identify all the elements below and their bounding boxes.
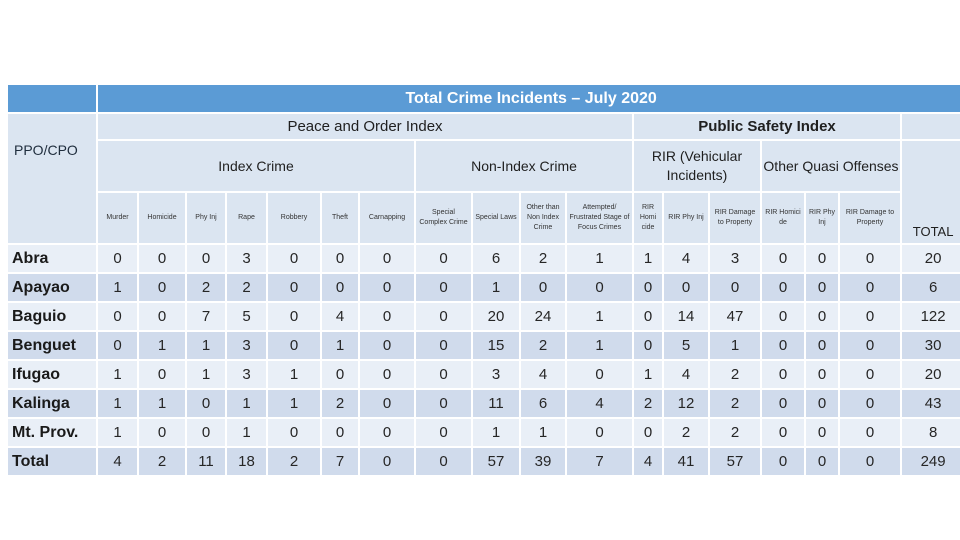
table-cell: 6	[521, 390, 565, 417]
row-label: Total	[8, 448, 96, 475]
table-cell: 0	[360, 245, 414, 272]
table-cell: 57	[710, 448, 760, 475]
table-cell: 0	[268, 332, 320, 359]
table-cell: 0	[187, 245, 225, 272]
table-cell: 5	[664, 332, 708, 359]
crime-incidents-table	[6, 83, 960, 477]
sub-header-quasi-damage-property: RIR Damage to Property	[840, 193, 900, 243]
table-cell: 3	[227, 361, 266, 388]
table-cell: 0	[806, 448, 838, 475]
table-cell: 0	[360, 274, 414, 301]
row-total-cell: 122	[902, 303, 960, 330]
table-cell: 0	[634, 274, 662, 301]
table-cell: 0	[360, 332, 414, 359]
table-cell: 1	[227, 390, 266, 417]
table-cell: 1	[710, 332, 760, 359]
table-cell: 0	[840, 303, 900, 330]
table-cell: 12	[664, 390, 708, 417]
sub-header-rir-homicide: RIR Homi cide	[634, 193, 662, 243]
row-total-cell: 6	[902, 274, 960, 301]
table-cell: 2	[710, 361, 760, 388]
row-label: Kalinga	[8, 390, 96, 417]
table-cell: 0	[139, 419, 185, 446]
table-cell: 0	[360, 419, 414, 446]
other-quasi-header: Other Quasi Offenses	[762, 141, 900, 191]
row-total-cell: 20	[902, 245, 960, 272]
row-label: Ifugao	[8, 361, 96, 388]
table-cell: 39	[521, 448, 565, 475]
table-cell: 0	[139, 274, 185, 301]
table-cell: 2	[521, 332, 565, 359]
row-total-cell: 43	[902, 390, 960, 417]
table-cell: 0	[840, 332, 900, 359]
table-cell: 2	[710, 419, 760, 446]
table-cell: 0	[416, 419, 471, 446]
table-cell: 41	[664, 448, 708, 475]
table-cell: 0	[322, 274, 358, 301]
row-label: Mt. Prov.	[8, 419, 96, 446]
table-cell: 7	[187, 303, 225, 330]
table-cell: 5	[227, 303, 266, 330]
table-row	[8, 332, 960, 359]
table-cell: 4	[664, 245, 708, 272]
table-cell: 47	[710, 303, 760, 330]
table-cell: 0	[322, 419, 358, 446]
table-cell: 3	[227, 332, 266, 359]
table-cell: 0	[840, 419, 900, 446]
table-cell: 1	[634, 245, 662, 272]
table-cell: 1	[268, 361, 320, 388]
table-cell: 0	[806, 303, 838, 330]
table-cell: 0	[360, 448, 414, 475]
table-cell: 0	[139, 361, 185, 388]
sub-header-carnapping: Carnapping	[360, 193, 414, 243]
table-cell: 0	[840, 245, 900, 272]
table-cell: 0	[268, 245, 320, 272]
table-cell: 0	[762, 390, 804, 417]
sub-header-quasi-homicide: RIR Homici de	[762, 193, 804, 243]
table-cell: 0	[567, 419, 632, 446]
row-total-cell: 249	[902, 448, 960, 475]
table-cell: 4	[634, 448, 662, 475]
row-label: Apayao	[8, 274, 96, 301]
table-cell: 2	[634, 390, 662, 417]
table-cell: 6	[473, 245, 519, 272]
table-cell: 15	[473, 332, 519, 359]
table-cell: 1	[634, 361, 662, 388]
table-cell: 0	[322, 361, 358, 388]
table-cell: 0	[762, 419, 804, 446]
row-label: Abra	[8, 245, 96, 272]
table-cell: 0	[762, 303, 804, 330]
table-cell: 0	[416, 303, 471, 330]
table-cell: 1	[268, 390, 320, 417]
table-cell: 0	[567, 361, 632, 388]
rir-vehicular-header: RIR (Vehicular Incidents)	[634, 141, 760, 191]
table-cell: 11	[187, 448, 225, 475]
table-cell: 1	[139, 390, 185, 417]
sub-header-homicide: Homicide	[139, 193, 185, 243]
table-cell: 0	[664, 274, 708, 301]
table-cell: 1	[521, 419, 565, 446]
data-rows	[8, 245, 960, 475]
table-cell: 0	[322, 245, 358, 272]
table-cell: 0	[762, 361, 804, 388]
table-cell: 20	[473, 303, 519, 330]
table-cell: 3	[473, 361, 519, 388]
table-cell: 0	[634, 303, 662, 330]
ppo-cpo-header	[8, 114, 96, 243]
table-cell: 0	[840, 390, 900, 417]
table-cell: 0	[762, 245, 804, 272]
table-cell: 0	[416, 245, 471, 272]
table-cell: 18	[227, 448, 266, 475]
table-cell: 0	[416, 361, 471, 388]
table-cell: 4	[98, 448, 137, 475]
table-cell: 0	[806, 419, 838, 446]
sub-header-phy-inj: Phy Inj	[187, 193, 225, 243]
table-cell: 1	[227, 419, 266, 446]
table-cell: 0	[98, 332, 137, 359]
table-cell: 1	[139, 332, 185, 359]
table-cell: 2	[664, 419, 708, 446]
table-title: Total Crime Incidents – July 2020	[98, 85, 960, 112]
sub-header-attempted-frustrated: Attempted/ Frustrated Stage of Focus Crimes	[567, 193, 632, 243]
table-cell: 0	[634, 419, 662, 446]
table-row	[8, 245, 960, 272]
table-cell: 0	[710, 274, 760, 301]
table-cell: 0	[416, 274, 471, 301]
table-cell: 1	[98, 419, 137, 446]
table-cell: 2	[521, 245, 565, 272]
table-cell: 0	[840, 448, 900, 475]
table-cell: 24	[521, 303, 565, 330]
table-cell: 0	[840, 274, 900, 301]
table-cell: 3	[227, 245, 266, 272]
row-total-cell: 30	[902, 332, 960, 359]
table-cell: 1	[187, 361, 225, 388]
table-cell: 0	[139, 303, 185, 330]
sub-header-robbery: Robbery	[268, 193, 320, 243]
table-cell: 2	[268, 448, 320, 475]
table-cell: 0	[268, 419, 320, 446]
sub-header-rape: Rape	[227, 193, 266, 243]
table-cell: 2	[139, 448, 185, 475]
table-cell: 0	[416, 448, 471, 475]
corner-cell	[8, 85, 96, 112]
row-total-cell: 20	[902, 361, 960, 388]
table-row	[8, 390, 960, 417]
table-cell: 0	[360, 390, 414, 417]
table-cell: 0	[98, 303, 137, 330]
table-cell: 7	[322, 448, 358, 475]
total-header-label: TOTAL	[912, 224, 954, 239]
table-cell: 0	[360, 303, 414, 330]
table-cell: 7	[567, 448, 632, 475]
sub-header-other-non-index: Other than Non Index Crime	[521, 193, 565, 243]
table-row	[8, 303, 960, 330]
table-cell: 4	[322, 303, 358, 330]
table-cell: 1	[567, 332, 632, 359]
row-label: Baguio	[8, 303, 96, 330]
table-cell: 2	[187, 274, 225, 301]
table-cell: 1	[322, 332, 358, 359]
table-cell: 4	[567, 390, 632, 417]
table-cell: 0	[567, 274, 632, 301]
table-cell: 1	[98, 274, 137, 301]
table-cell: 1	[567, 303, 632, 330]
sub-header-murder: Murder	[98, 193, 137, 243]
table-cell: 0	[806, 274, 838, 301]
table-cell: 0	[139, 245, 185, 272]
table-cell: 0	[268, 274, 320, 301]
table-cell: 2	[227, 274, 266, 301]
ppo-cpo-label: PPO/CPO	[14, 142, 78, 158]
table-cell: 0	[762, 274, 804, 301]
table-cell: 0	[762, 448, 804, 475]
table-cell: 2	[322, 390, 358, 417]
row-total-cell: 8	[902, 419, 960, 446]
sub-header-quasi-phy-inj: RIR Phy Inj	[806, 193, 838, 243]
table-cell: 0	[187, 390, 225, 417]
header-blank	[902, 114, 960, 139]
table-cell: 0	[360, 361, 414, 388]
table-cell: 0	[416, 332, 471, 359]
table-row	[8, 274, 960, 301]
table-cell: 0	[187, 419, 225, 446]
table-cell: 0	[416, 390, 471, 417]
non-index-crime-header: Non-Index Crime	[416, 141, 632, 191]
table-cell: 0	[268, 303, 320, 330]
table-cell: 0	[806, 245, 838, 272]
table-cell: 1	[98, 361, 137, 388]
table-cell: 0	[840, 361, 900, 388]
total-header	[902, 141, 960, 243]
table-cell: 14	[664, 303, 708, 330]
sub-header-special-laws: Special Laws	[473, 193, 519, 243]
table-cell: 0	[634, 332, 662, 359]
sub-header-theft: Theft	[322, 193, 358, 243]
table-row	[8, 419, 960, 446]
table-cell: 0	[806, 361, 838, 388]
row-label: Benguet	[8, 332, 96, 359]
sub-header-rir-phy-inj: RIR Phy Inj	[664, 193, 708, 243]
table-cell: 1	[473, 274, 519, 301]
table-cell: 0	[98, 245, 137, 272]
table-row	[8, 448, 960, 475]
index-crime-header: Index Crime	[98, 141, 414, 191]
table-cell: 4	[521, 361, 565, 388]
table-cell: 0	[806, 332, 838, 359]
sub-header-rir-damage-property: RIR Damage to Property	[710, 193, 760, 243]
table-cell: 4	[664, 361, 708, 388]
table-cell: 2	[710, 390, 760, 417]
table-cell: 1	[98, 390, 137, 417]
table-cell: 0	[521, 274, 565, 301]
table-cell: 3	[710, 245, 760, 272]
table-cell: 11	[473, 390, 519, 417]
public-safety-index-header: Public Safety Index	[634, 114, 900, 139]
table-cell: 1	[187, 332, 225, 359]
table-cell: 0	[762, 332, 804, 359]
peace-order-index-header: Peace and Order Index	[98, 114, 632, 139]
table-cell: 57	[473, 448, 519, 475]
table-cell: 1	[567, 245, 632, 272]
table-row	[8, 361, 960, 388]
sub-header-special-complex-crime: Special Complex Crime	[416, 193, 471, 243]
table-cell: 1	[473, 419, 519, 446]
table-cell: 0	[806, 390, 838, 417]
